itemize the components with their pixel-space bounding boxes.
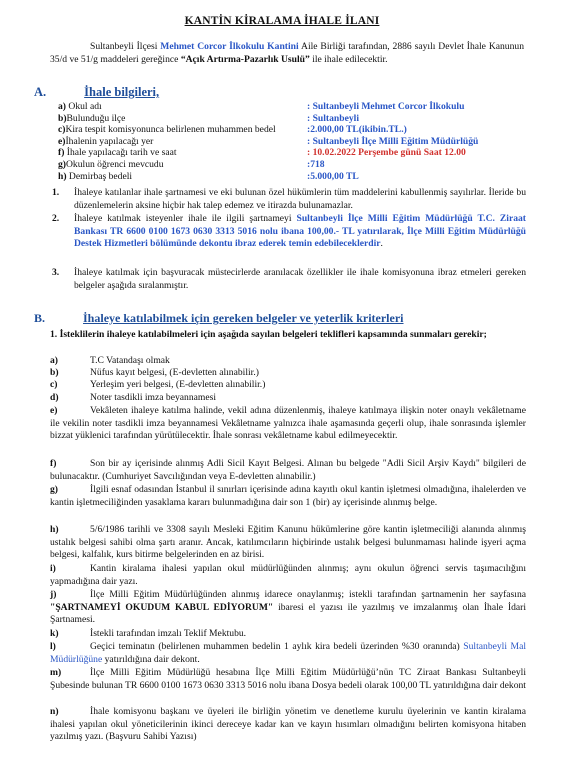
item-text: Yerleşim yeri belgesi, (E-devletten alınabilir.) [90,379,266,390]
note-1 [52,187,526,212]
list-item [50,563,526,588]
list-item [50,355,526,368]
school-name: Mehmet Corcor İlkokulu Kantini [160,41,299,52]
item-letter: m) [50,667,62,678]
info-row-students [58,159,518,171]
list-item [50,367,526,380]
list-item [50,641,526,666]
info-letter: g) [58,158,66,170]
section-b-heading [34,311,404,327]
note-3 [52,267,526,292]
list-item [50,458,526,483]
list-item [50,405,526,443]
item-text: 5/6/1986 tarihli ve 3308 sayılı Mesleki Eğitim Kanunu hükümlerine göre kantin işletmeciliği alanında alınmış ustalık belgesi sahibi olma şartı aranır. Ancak, katılımcıların hiçbirinde ustalık belgesi bulunmaması halinde işyeri açma belgesi, kalfalık, kurs bitirme belgelerinden en az birisi. [50,524,526,561]
section-b-title: İhaleye katılabilmek için gereken belgeler ve yeterlik kriterleri [83,311,404,325]
item-letter: a) [50,355,58,366]
item-letter: d) [50,392,59,403]
info-letter: h) [58,170,67,182]
info-value: : Sultanbeyli [307,112,359,124]
item-office: Sultanbeyli Mal Müdürlüğüne [50,641,526,665]
info-key: Okulun öğrenci mevcudu [66,158,164,170]
note-text: İhaleye katılanlar ihale şartnamesi ve eki bulunan özel hükümlerin tüm maddelerini kabullenmiş sayılırlar. İleride bu düzenlemelerin aksine hiçbir hak talep edemez ve itirazda bulunamazlar. [74,187,526,211]
info-row-district [58,113,518,125]
section-a-letter: A. [34,85,47,99]
note-text: İhaleye katılmak için başvuracak müstecirlerde aranılacak özellikler ile ihale komisyonuna ibraz etmeleri gereken belgeler aşağıda sıralanmıştır. [74,267,526,291]
note-text-part: . [380,238,383,250]
item-text: İlçe Milli Eğitim Müdürlüğü hesabına İlçe Milli Eğitim Müdürlüğü’nün TC Ziraat Bankası Sultanbeyli Şubesinde bulunan TR 6600 0100 1673 0630 3313 5016 nolu ibana Dosya bedeli olarak 100,00 TL yatırıldığına dair dekont [50,667,526,691]
item-letter: i) [50,563,56,574]
list-item [50,392,526,405]
item-letter: c) [50,379,58,390]
item-letter: n) [50,706,59,717]
item-text: ibaresi el yazısı ile yazılmış ve imzalanmış olan İhale İdari Şartnamesi. [50,601,526,626]
item-text: İhale komisyonu başkanı ve üyeleri ile birliğin yönetim ve denetleme kurulu üyelerinin ve kantin kiralama ihalesi yapılan okul yöneticilerinin ikinci dereceye kadar kan ve kayın hısımları olmadığını belirten komisyona hitaben yazılmış yazı. (Başvuru Sahibi Yazısı) [50,706,526,743]
list-item [50,706,526,744]
info-row-school [58,101,518,113]
item-letter: k) [50,628,59,639]
info-key: İhalenin yapılacağı yer [65,135,154,147]
item-letter: h) [50,524,59,535]
page-title: KANTİN KİRALAMA İHALE İLANI [184,15,380,27]
section-a-title: İhale bilgileri, [84,85,160,99]
item-letter: j) [50,589,57,600]
list-item [50,667,526,692]
section-a-heading [34,84,159,101]
info-value: : Sultanbeyli İlçe Milli Eğitim Müdürlüğü [307,135,479,147]
item-letter: b) [50,367,59,378]
item-text: Nüfus kayıt belgesi, (E-devletten alınabilir.) [90,367,259,378]
item-text: Kantin kiralama ihalesi yapılan okul müdürlüğünden alınmış; aynı okulun öğrenci servis taşımacılığını yapmadığına dair yazı. [50,563,526,587]
item-text: Noter tasdikli imza beyannamesi [90,392,217,403]
item-text: yatırıldığına dair dekont. [102,653,200,665]
item-text: Son bir ay içerisinde alınmış Adli Sicil Kayıt Belgesi. Alınan bu belgede "Adli Sicil Arşiv Kaydı" bilgileri de bulunacaktır. (Cumhuriyet Savcılığından veya E-devletten alınabilir.) [50,458,526,482]
info-row-fixtures [58,171,518,183]
list-item [50,379,526,392]
info-letter: e) [58,135,66,147]
info-key: İhale yapılacağı tarih ve saat [64,147,177,159]
section-b-letter: B. [34,311,46,325]
list-item [50,589,526,627]
item-text: T.C Vatandaşı olmak [90,355,170,366]
b-intro: 1. İsteklilerin ihaleye katılabilmeleri için aşağıda sayılan belgeleri teklifleri kapsamında sunmaları gerekir; [50,329,487,340]
info-value: : Sultanbeyli Mehmet Corcor İlkokulu [307,101,465,112]
info-row-place [58,136,518,148]
info-value: :2.000,00 TL(ikibin.TL.) [307,124,407,136]
note-text [74,213,526,251]
info-key: Okul adı [66,101,102,112]
note-number: 3. [52,267,60,278]
list-item [50,628,526,641]
info-value: : 10.02.2022 Perşembe günü Saat 12.00 [307,147,466,159]
item-text: İlçe Milli Eğitim Müdürlüğünden alınmış idarece onaylanmış; istekli tarafından şartnamenin her sayfasına [90,589,526,600]
info-key: Kira tespit komisyonunca belirlenen muhammen bedel [65,124,276,136]
intro-text-3: ile ihale edilecektir. [309,53,388,65]
info-value: :718 [307,158,325,170]
item-text: İlgili esnaf odasından İstanbul il sınırları içerisinde adına kayıtlı okul kantin işletmesi olmadığına, ihalelerden ve kantin işletmeciliğinden yasaklama kararı bulunmadığına dair son 1 (bir) ay içerisinde alınmış belge. [50,484,526,508]
info-letter: c) [58,124,66,136]
list-item [50,524,526,562]
item-letter: e) [50,405,58,416]
item-text: Geçici teminatın (belirlenen muhammen bedelin 1 aylık kira bedeli üzerinden %30 oranında) [90,641,464,652]
info-value: :5.000,00 TL [307,170,359,182]
intro-paragraph [50,41,524,66]
note-bank-info: Sultanbeyli İlçe Milli Eğitim Müdürlüğü T.C. Ziraat Bankası TR 6600 0100 1673 0630 3313 5016 nolu ibana 100,00.- TL yatırılarak, İlçe Milli Eğitim Müdürlüğü Destek Hizmetleri bölümünde dekontu ibraz ederek temin edebileceklerdir [74,213,526,250]
info-key: Bulunduğu ilçe [66,112,126,124]
intro-text-2: Aile Birliği tarafından, 2886 sayılı Devlet İhale Kanunun 35/d ve 51/g maddeleri gereğince [50,41,524,65]
info-row-date [58,147,518,159]
note-text-part: İhaleye katılmak isteyenler ihale ile ilgili şartnameyi [74,213,297,224]
tender-info-list [58,101,518,182]
item-letter: g) [50,484,58,495]
item-text: İstekli tarafından imzalı Teklif Mektubu. [90,628,247,639]
info-letter: b) [58,112,67,124]
info-letter: f) [58,147,65,159]
info-key: Demirbaş bedeli [66,170,133,182]
intro-text-1: Sultanbeyli İlçesi [90,41,161,52]
list-item [50,484,526,509]
info-row-price [58,124,518,136]
note-2 [52,213,526,251]
item-text: Vekâleten ihaleye katılma halinde, vekil adına düzenlenmiş, ihaleye katılmaya ilişkin noter onaylı vekâletname ile vekilin noter tasdikli imza beyannamesi Vekâletname yalnızca ihale aşamasında geçerli olup, ihale sonrasında işlemler bizzat yüklenici tarafından yürütülecektir. İhale sonrası vekâletname kabul edilmeyecektir. [50,405,526,442]
item-phrase: "ŞARTNAMEYİ OKUDUM KABUL EDİYORUM" [50,601,274,613]
auction-method: “Açık Artırma-Pazarlık Usulü” [180,53,310,65]
info-letter: a) [58,101,66,112]
item-letter: l) [50,641,56,652]
item-letter: f) [50,458,57,469]
note-number: 2. [52,213,60,224]
note-number: 1. [52,187,60,198]
